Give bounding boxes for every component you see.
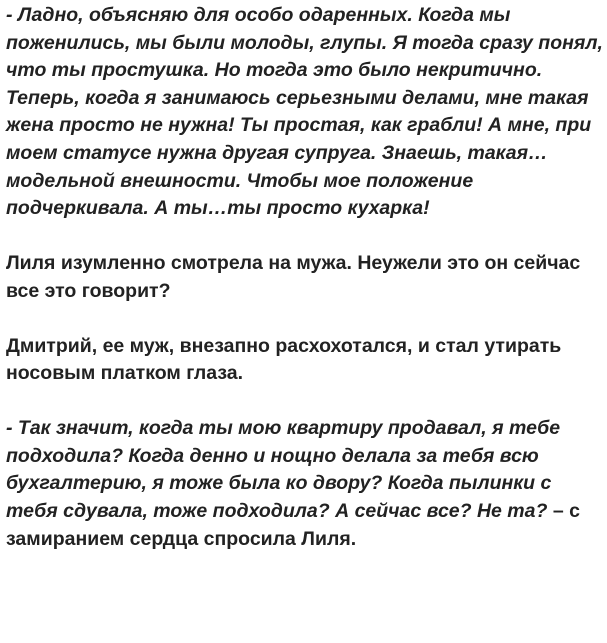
- article-text: [6, 2, 603, 553]
- narration-paragraph-lilya-astonished: Лиля изумленно смотрела на мужа. Неужели это он сейчас все это говорит?: [6, 252, 581, 302]
- narration-paragraph-dmitry-laughs: Дмитрий, ее муж, внезапно расхохотался, и стал утирать носовым платком глаза.: [6, 334, 562, 385]
- husband-speech-paragraph: - Ладно, объясняю для особо одаренных. Когда мы поженились, мы были молоды, глупы. Я тогда сразу понял, что ты простушка. Но тогда это было некритично. Теперь, когда я занимаюсь серьезными делами, мне такая жена просто не нужна! Ты простая, как грабли! А мне, при моем статусе нужна другая супруга. Знаешь, такая…модельной внешности. Чтобы мое положение подчеркивала. А ты…ты просто кухарка!: [6, 4, 603, 220]
- speech-attribution: – с замиранием сердца спросила Лиля.: [6, 500, 580, 550]
- lilya-speech: - Так значит, когда ты мою квартиру продавал, я тебе подходила? Когда денно и нощно делала за тебя всю бухгалтерию, я тоже была ко двору? Когда пылинки с тебя сдувала, тоже подходила? А сейчас все? Не та?: [6, 417, 561, 523]
- lilya-speech-paragraph: [6, 415, 603, 553]
